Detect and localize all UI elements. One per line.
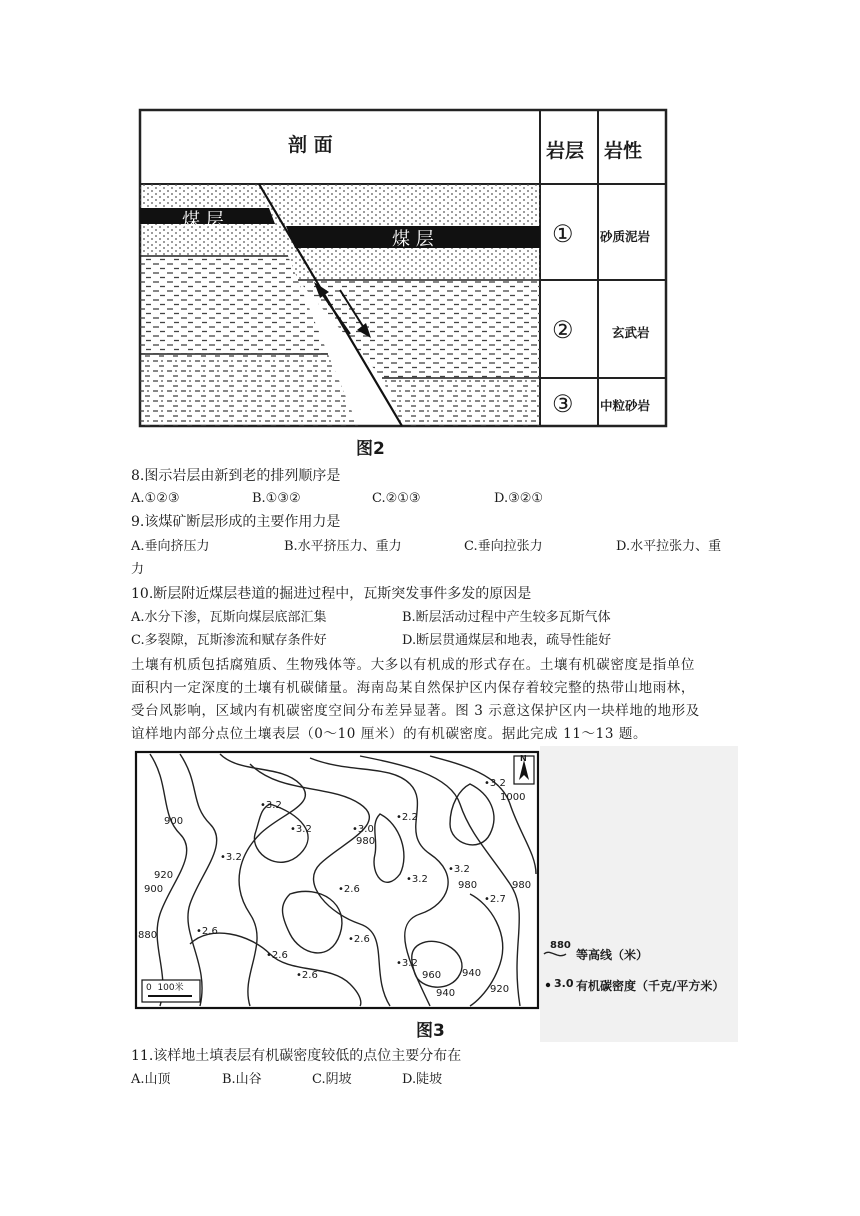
question-9-option-d-wrap: 力 (131, 562, 145, 577)
carbon-point: •2.6 (348, 934, 370, 945)
legend-contour-label: 等高线（米） (576, 948, 649, 962)
passage-line: 谊样地内部分点位土壤表层（0～10 厘米）的有机碳密度。据此完成 11～13 题。 (131, 726, 648, 742)
contour-label: 920 (154, 870, 174, 881)
north-arrow-label: N (520, 754, 527, 763)
question-9-option-a[interactable]: A.垂向挤压力 (131, 539, 210, 554)
passage-line: 面积内一定深度的土壤有机碳储量。海南岛某自然保护区内保存着较完整的热带山地雨林， (131, 680, 695, 696)
legend-contour-sample: 880 (550, 940, 571, 951)
question-9-stem: 9.该煤矿断层形成的主要作用力是 (131, 514, 341, 530)
carbon-point: •3.0 (352, 824, 374, 835)
header-layer: 岩层 (546, 140, 585, 162)
legend-carbon-label: 有机碳密度（千克/平方米） (576, 979, 725, 993)
question-10-option-d[interactable]: D.断层贯通煤层和地表，疏导性能好 (402, 633, 612, 648)
question-11-option-a[interactable]: A.山顶 (131, 1072, 171, 1087)
question-9-option-c[interactable]: C.垂向拉张力 (464, 539, 543, 554)
header-lithology: 岩性 (604, 140, 643, 162)
layer-row-2-lithology: 玄武岩 (612, 325, 650, 340)
passage-line: 土壤有机质包括腐殖质、生物残体等。大多以有机成的形式存在。土壤有机碳密度是指单位 (131, 657, 695, 673)
contour-label: 1000 (500, 792, 526, 803)
carbon-point: •3.2 (406, 874, 428, 885)
question-8-option-b[interactable]: B.①③② (252, 491, 301, 506)
question-8-option-a[interactable]: A.①②③ (131, 491, 180, 506)
layer-row-1-lithology: 砂质泥岩 (600, 229, 651, 244)
header-profile: 剖 面 (288, 134, 333, 156)
layer-row-2-number: ② (552, 316, 574, 344)
question-8-stem: 8.图示岩层由新到老的排列顺序是 (131, 468, 341, 484)
carbon-point: •2.6 (338, 884, 360, 895)
carbon-point: •3.2 (290, 824, 312, 835)
carbon-point: •2.6 (266, 950, 288, 961)
figure-2-caption: 图2 (356, 439, 385, 459)
carbon-point: •2.6 (196, 926, 218, 937)
question-10-option-c[interactable]: C.多裂隙，瓦斯渗流和赋存条件好 (131, 633, 327, 648)
coal-seam-label-left: 煤 层 (182, 210, 224, 231)
carbon-point: •3.2 (484, 778, 506, 789)
passage-line: 受台风影响，区域内有机碳密度空间分布差异显著。图 3 示意这保护区内一块样地的地形及 (131, 703, 700, 719)
carbon-point: •2.6 (296, 970, 318, 981)
figure-3 (130, 744, 738, 1044)
contour-label: 900 (144, 884, 164, 895)
question-11-stem: 11.该样地土填表层有机碳密度较低的点位主要分布在 (131, 1048, 462, 1064)
contour-label: 980 (356, 836, 376, 847)
carbon-point: •2.2 (396, 812, 418, 823)
question-9-option-d[interactable]: D.水平拉张力、重 (616, 539, 722, 554)
contour-label: 960 (422, 970, 442, 981)
layer-row-3-lithology: 中粒砂岩 (600, 398, 651, 413)
contour-label: 980 (512, 880, 532, 891)
figure-2 (138, 108, 670, 430)
carbon-point: •3.2 (396, 958, 418, 969)
question-10-option-a[interactable]: A.水分下渗，瓦斯向煤层底部汇集 (131, 610, 327, 625)
layer-row-1-number: ① (552, 220, 574, 248)
passage (131, 654, 731, 746)
contour-label: 980 (458, 880, 478, 891)
carbon-point: •3.2 (260, 800, 282, 811)
legend-carbon-sample: 3.0 (554, 977, 574, 990)
figure-3-caption: 图3 (416, 1021, 445, 1041)
question-8-option-d[interactable]: D.③②① (494, 491, 544, 506)
question-9-option-b[interactable]: B.水平挤压力、重力 (284, 539, 402, 554)
carbon-point: •3.2 (220, 852, 242, 863)
contour-label: 940 (436, 988, 456, 999)
question-10-stem: 10.断层附近煤层巷道的掘进过程中，瓦斯突发事件多发的原因是 (131, 586, 532, 602)
contour-label: 920 (490, 984, 510, 995)
carbon-point: •2.7 (484, 894, 506, 905)
contour-label: 880 (138, 930, 158, 941)
question-11-option-c[interactable]: C.阴坡 (312, 1072, 352, 1087)
layer-row-3-number: ③ (552, 390, 574, 418)
question-11-option-d[interactable]: D.陡坡 (402, 1072, 443, 1087)
question-11-option-b[interactable]: B.山谷 (222, 1072, 262, 1087)
contour-label: 940 (462, 968, 482, 979)
scale-bar-label: 0 100米 (146, 983, 184, 993)
coal-seam-label-right: 煤 层 (392, 229, 434, 250)
carbon-point: •3.2 (448, 864, 470, 875)
question-8-option-c[interactable]: C.②①③ (372, 491, 421, 506)
contour-map (130, 744, 738, 1044)
question-10-option-b[interactable]: B.断层活动过程中产生较多瓦斯气体 (402, 610, 611, 625)
contour-label: 900 (164, 816, 184, 827)
geologic-profile-diagram (138, 108, 670, 430)
